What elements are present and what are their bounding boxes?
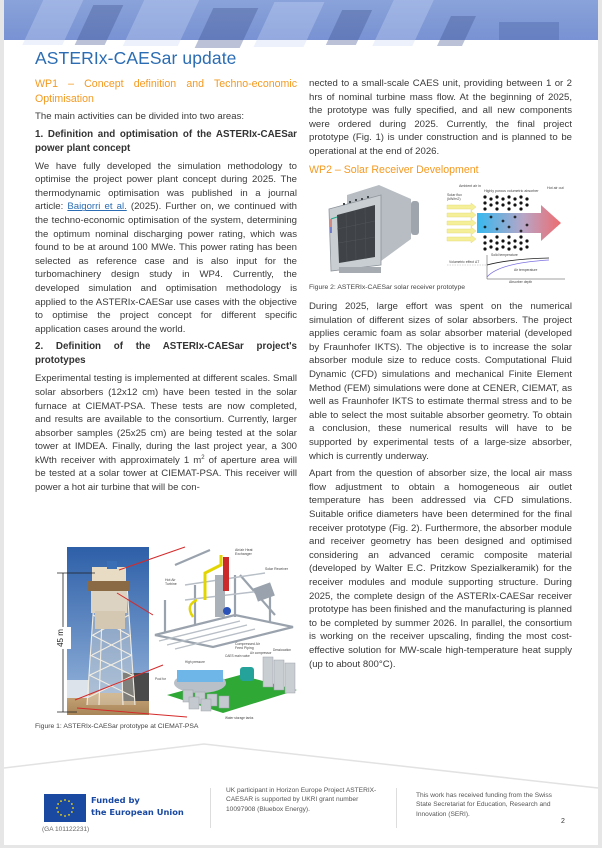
svg-text:Hot air out: Hot air out [547,186,564,191]
eu-line-1: Funded by [91,795,140,805]
grant-agreement-number: (GA 101122231) [42,826,90,833]
section2-heading: 2. Definition of the ASTERIx-CAESar project's prototypes [35,341,297,367]
svg-text:Air temperature: Air temperature [514,268,538,273]
figure2-caption: Figure 2: ASTERIx-CAESar solar receiver prototype [309,284,466,292]
figure1-prototype-image [35,545,297,721]
baigorri-reference-link[interactable]: Baigorri et al. [67,201,127,213]
right-column [309,77,572,675]
footer-separator [210,788,211,828]
svg-text:Solar Receiver: Solar Receiver [265,567,288,571]
uk-funding-text: UK participant in Horizon Europe Project ASTERIX-CAESAR is supported by UKRI grant number 10097908 (Bluebox Energy). [226,787,377,813]
svg-text:Dessiccation: Dessiccation [273,648,292,652]
eu-flag-icon [44,794,86,822]
figure1-caption: Figure 1: ASTERIx-CAESar prototype at CIEMAT-PSA [35,723,199,730]
svg-text:Feed Piping: Feed Piping [235,646,254,650]
ambient-air-label: Ambient air in [459,184,481,189]
left-column [35,77,297,499]
svg-text:(kW/m2): (kW/m2) [447,197,461,202]
svg-text:Compressed Air: Compressed Air [235,642,260,646]
svg-text:Air/air Heat: Air/air Heat [235,548,253,552]
footer-separator [396,788,397,828]
section2-text-a: Experimental testing is implemented at different scales. Small solar absorbers (12x12 cm) have been tested in the solar furnace at CIEMAT-PSA. These tests are now completed, and results are available to the consortium. Currently, larger absorber samples (25x25 cm) are being tested at the solar tower at IMDEA. Finally, during the last project year, a 300 kWth receiver with approximately 1 m [35,373,297,466]
page-title: ASTERIx-CAESar update [35,48,237,68]
superscript: 2 [201,454,205,461]
section1-text-a: We have fully developed the simulation methodology to optimise the project power plant concept during 2025. The thermodynamic optimisation was published in a journal article: [35,160,297,213]
svg-text:Air compressor: Air compressor [250,651,272,655]
svg-text:Turbine: Turbine [165,582,177,586]
height-label: 45 m [56,629,65,647]
svg-text:Volumetric effect ΔT: Volumetric effect ΔT [449,260,480,265]
footer-divider [4,740,598,780]
svg-text:High pressure: High pressure [185,660,205,664]
section1-heading: 1. Definition and optimisation of the ASTERIx-CAESar power plant concept [35,128,297,154]
figure2-receiver-image [309,181,572,285]
section2-paragraph [35,372,297,494]
section2-text-b: of aperture area will be tested at a solar tower at CIEMAT-PSA. This receiver will power a hot air turbine that will be con- [35,454,298,494]
wp1-heading: WP1 – Concept definition and Techno-economic Optimisation [35,78,297,105]
page [4,0,598,845]
svg-text:Solar flux: Solar flux [447,193,462,198]
svg-text:CAES main valve: CAES main valve [225,654,250,658]
svg-text:Water storage tanks: Water storage tanks [225,716,254,720]
section1-text-b: (2025). Further on, we continued with the techno-economic optimisation of the system, determining the optimum nominal discharging power rating, which was found to be at around 100 MWe. This power rating has been selected as reference case and is also input for the turbomachinery design study in WP4. Currently, the developed simulation and optimisation methodology is applied to the ASTERIx-CAESar use cases with the objective to optimise the project concept for different specific application cases around the world. [35,201,297,335]
page-number: 2 [561,818,565,825]
header-banner-image [4,0,598,40]
svg-text:Highly porous volumetric absor: Highly porous volumetric absorber [484,189,539,194]
svg-text:Hot Air: Hot Air [165,578,176,582]
eu-funding-label [91,795,184,818]
svg-text:Pool for: Pool for [155,677,166,681]
wp1-intro: The main activities can be divided into two areas: [35,111,245,122]
eu-line-2: the European Union [91,806,184,817]
svg-text:Absorber depth: Absorber depth [509,280,533,285]
svg-text:Exchanger: Exchanger [235,552,252,556]
section1-paragraph [35,160,297,337]
wp2-paragraph-1: During 2025, large effort was spent on the numerical simulation of different sizes of solar absorbers. The project applies ceramic foam as solar absorber material (developed by Fraunhofer IKTS). The objective is to increase the solar absorber module size to reduce costs. Computational Fluid Dynamic (CFD) simulations and mechanical Finite Element Method (FEM) simulations were done at CENER, CIEMAT, as well as Fraunhofer IKTS to estimate thermal stress and to be able to select the most suitable absorber geometry. To obtain a conclusion, these numerical results will have to be supported by experimental tests of a large-size absorber, which is currently underway. [309,301,572,462]
svg-text:Solid temperature: Solid temperature [491,253,518,258]
wp2-heading: WP2 – Solar Receiver Development [309,163,479,176]
section2-continuation: nected to a small-scale CAES unit, providing between 1 or 2 hrs of nominal turbine mass flow. At the beginning of 2025, the prototype was fully specified, and all new components were ordered during 2025. Currently, the final project prototype (Fig. 1) is under construction and is planned to be operational at the end of 2026. [309,78,572,157]
footer [4,780,598,845]
wp2-paragraph-2: Apart from the question of absorber size, the local air mass flow adjustment to obtain a homogeneous air outlet temperature has been addressed via CFD simulations. Suitable orifice diameters have been determined for the final receiver prototype (Fig. 2). Furthermore, the absorber module and receiver geometry has been designed and optimised considering an advanced ceramic composite material (developed by Walter E.C. Pritzkow Spezialkeramik) for the receiver modules and module supporting structure. During 2025, the complete design of the ASTERIx-CAESar receiver prototype has been finished and the manufacturing is planned to be completed by summer 2026. In parallel, the consortium is working on the receiver upscaling, finding the most cost-effective solution for MW-scale high-temperature heat supply (up to about 800°C). [309,468,572,670]
swiss-funding-text: This work has received funding from the Swiss State Secretariat for Education, Research and Innovation (SERI). [416,792,552,818]
